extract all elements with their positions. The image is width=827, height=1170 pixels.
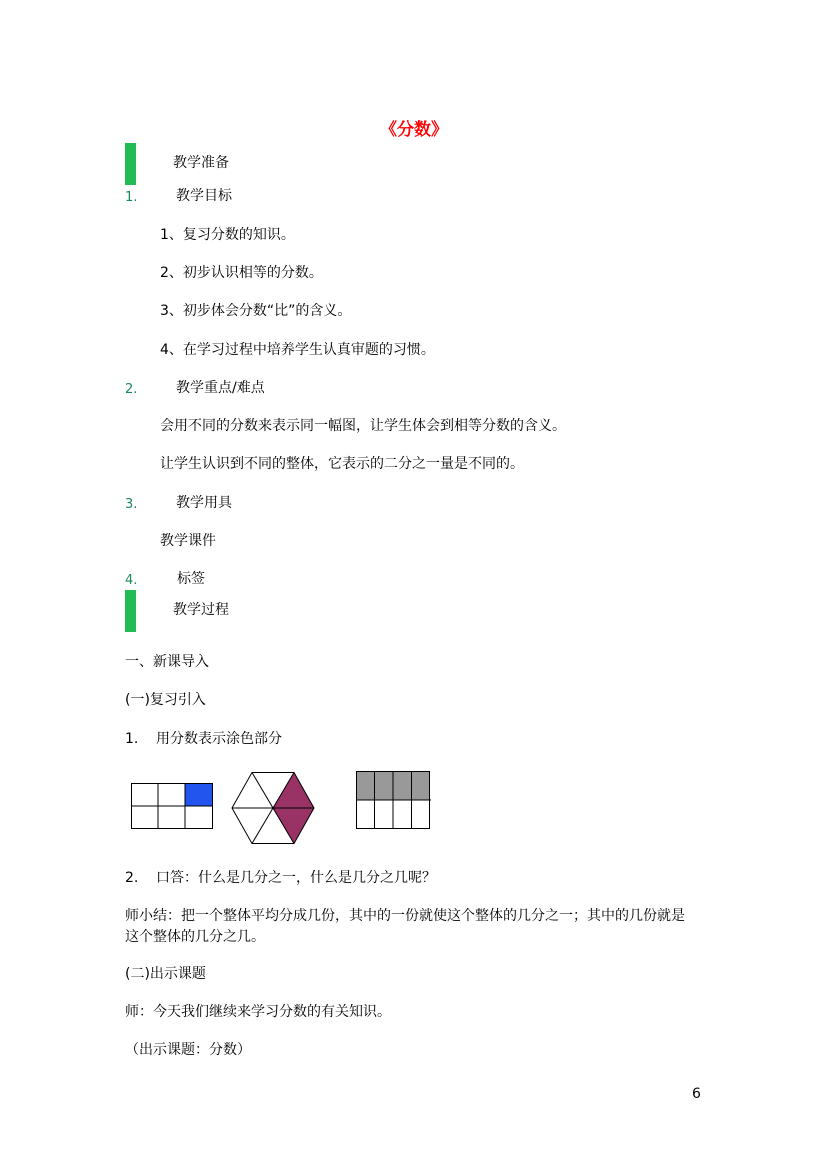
objective-2: 2、初步认识相等的分数。 xyxy=(160,265,323,281)
item-number: 1. xyxy=(125,190,138,205)
heading-show-topic: (二)出示课题 xyxy=(125,966,206,982)
objective-1: 1、复习分数的知识。 xyxy=(160,227,295,243)
fraction-grid-figure xyxy=(356,771,431,829)
heading-intro: 一、新课导入 xyxy=(125,654,209,670)
keypoint-1: 会用不同的分数来表示同一幅图，让学生体会到相等分数的含义。 xyxy=(160,418,566,434)
topic-note: （出示课题：分数） xyxy=(125,1042,251,1058)
item-number: 2. xyxy=(125,382,138,397)
item-number: 3. xyxy=(125,497,138,512)
fraction-hexagon-figure xyxy=(231,772,315,844)
item-number: 4. xyxy=(125,573,138,588)
question-number: 2. xyxy=(125,870,139,886)
heading-tags: 标签 xyxy=(177,571,205,587)
objective-4: 4、在学习过程中培养学生认真审题的习惯。 xyxy=(160,342,435,358)
heading-review: (一)复习引入 xyxy=(125,692,206,708)
summary-line-2: 这个整体的几分之几。 xyxy=(125,929,265,945)
question-number: 1. xyxy=(125,731,139,747)
heading-keypoints: 教学重点/难点 xyxy=(176,380,265,396)
page-number: 6 xyxy=(692,1086,701,1102)
section-heading-process: 教学过程 xyxy=(173,602,229,618)
teacher-line: 师：今天我们继续来学习分数的有关知识。 xyxy=(125,1004,391,1020)
section-marker xyxy=(125,590,136,632)
heading-objectives: 教学目标 xyxy=(176,188,232,204)
section-marker xyxy=(125,143,136,185)
summary-line-1: 师小结：把一个整体平均分成几份，其中的一份就使这个整体的几分之一；其中的几份就是 xyxy=(125,908,685,924)
fraction-rect-figure xyxy=(131,783,213,829)
question-2: 口答：什么是几分之一，什么是几分之几呢？ xyxy=(156,870,436,886)
question-1: 用分数表示涂色部分 xyxy=(156,731,282,747)
heading-tools: 教学用具 xyxy=(176,495,232,511)
document-title: 《分数》 xyxy=(380,120,448,140)
keypoint-2: 让学生认识到不同的整体，它表示的二分之一量是不同的。 xyxy=(160,456,524,472)
section-heading-prep: 教学准备 xyxy=(173,155,229,171)
tools-content: 教学课件 xyxy=(160,533,216,549)
objective-3: 3、初步体会分数“比”的含义。 xyxy=(160,303,352,319)
